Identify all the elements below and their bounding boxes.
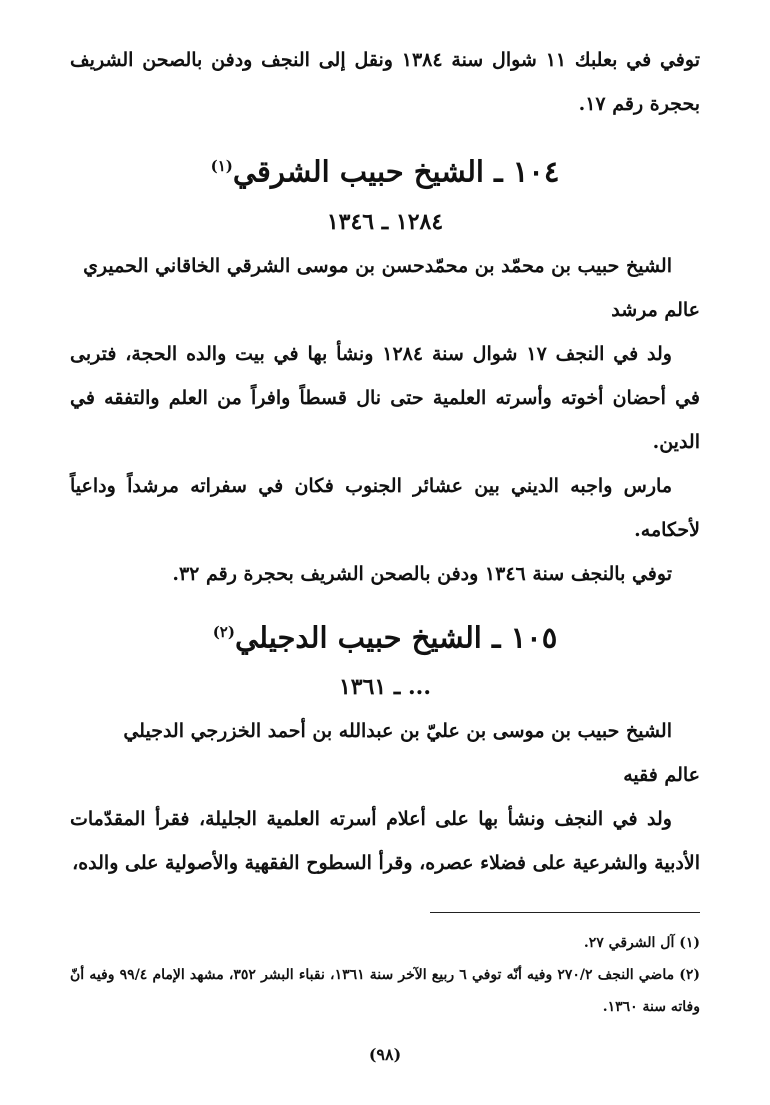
footnote-1: (١) آل الشرقي ٢٧.: [583, 935, 700, 951]
footnote-divider: [430, 912, 700, 913]
page-number: (٩٨): [368, 1045, 402, 1064]
entry-104-paragraph-1: ولد في النجف ١٧ شوال سنة ١٢٨٤ ونشأ بها في بيت والده الحجة، فتربى في أحضان أخوته وأسرته العلمية حتى نال قسطاً وافراً من العلم والتفقه في الدين.: [70, 342, 700, 453]
entry-105-dates: ... ـ ١٣٦١: [338, 674, 431, 701]
intro-paragraph: توفي في بعلبك ١١ شوال سنة ١٣٨٤ ونقل إلى النجف ودفن بالصحن الشريف بحجرة رقم ١٧.: [70, 49, 700, 115]
entry-104-description: عالم مرشد: [611, 298, 700, 321]
entry-104-heading: [70, 142, 700, 196]
footnote-2: (٢) ماضي النجف ٢٧٠/٢ وفيه أنّه توفي ٦ ربيع الآخر سنة ١٣٦١، نقباء البشر ٣٥٢، مشهد الإمام ٩٩/٤ وفيه أنّ وفاته سنة ١٣٦٠.: [70, 967, 701, 1015]
entry-105-paragraph-1: ولد في النجف ونشأ بها على أعلام أسرته العلمية الجليلة، فقرأ المقدّمات الأدبية والشرعية على فضلاء عصره، وقرأ السطوح الفقهية والأصولية على والده،: [70, 808, 700, 875]
entry-104-title: ١٠٤ ـ الشيخ حبيب الشرقي: [232, 154, 560, 189]
entry-105-heading: [70, 608, 700, 662]
entry-105-footnote-ref: (٢): [212, 622, 235, 641]
entry-104-paragraph-3: توفي بالنجف سنة ١٣٤٦ ودفن بالصحن الشريف بحجرة رقم ٣٢.: [172, 562, 672, 585]
entry-104-dates: ١٢٨٤ ـ ١٣٤٦: [326, 208, 444, 235]
entry-104-name-line: الشيخ حبيب بن محمّد بن محمّدحسن بن موسى الشرقي الخاقاني الحميري: [83, 254, 672, 277]
entry-105-name-line: الشيخ حبيب بن موسى بن عليّ بن عبدالله بن أحمد الخزرجي الدجيلي: [123, 720, 672, 743]
footnotes-section: [70, 912, 700, 1023]
entry-104-paragraph-2: مارس واجبه الديني بين عشائر الجنوب فكان في سفراته مرشداً وداعياً لأحكامه.: [70, 474, 700, 541]
page-body: [70, 38, 700, 885]
entry-105-title: ١٠٥ ـ الشيخ حبيب الدجيلي: [234, 620, 558, 655]
entry-105-description: عالم فقيه: [623, 764, 700, 787]
entry-104-footnote-ref: (١): [210, 157, 233, 175]
